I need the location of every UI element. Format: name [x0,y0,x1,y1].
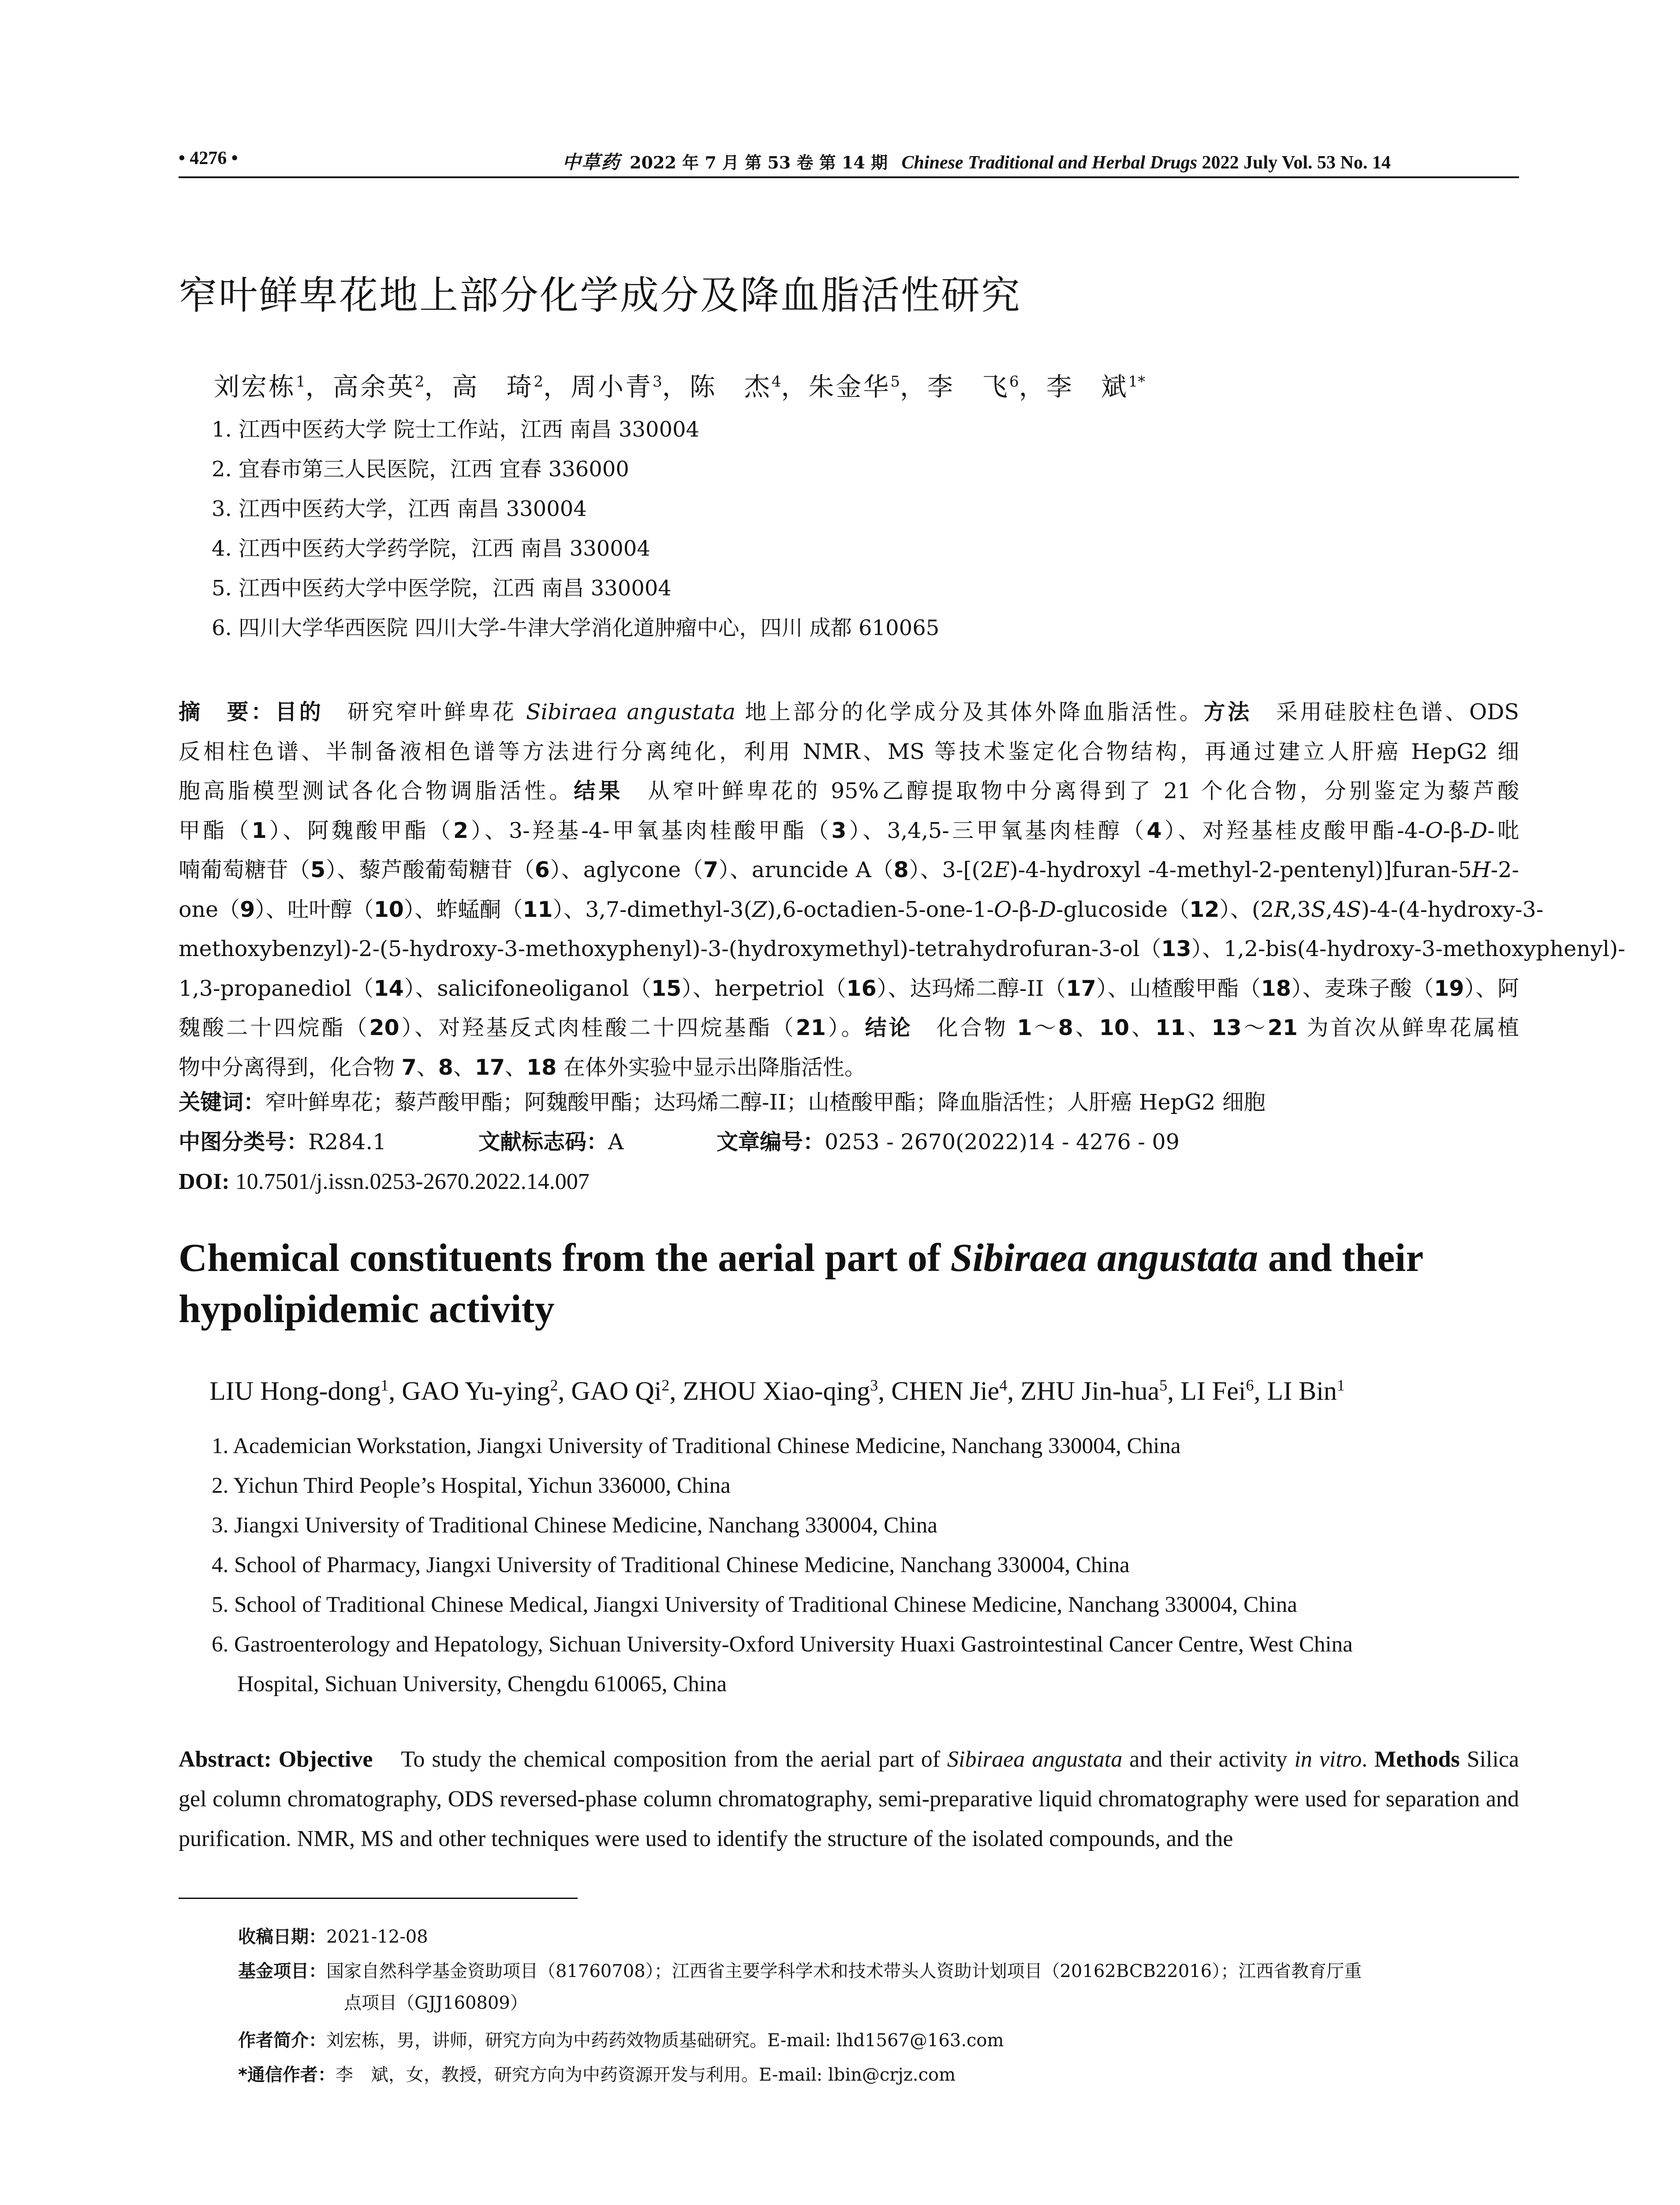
doc-code-value: A [608,1129,624,1155]
cn-author: 陈 杰$^4$ [689,372,781,402]
keywords-label: 关键词： [179,1090,265,1115]
doc-code-label: 文献标志码： [478,1129,609,1155]
received-label: 收稿日期： [238,1927,326,1947]
cn-abstract-line: 魏酸二十四烷酯（20）、对羟基反式肉桂酸二十四烷基酯（21）。结论 化合物 1～8、10、11、13～21 为首次从鲜卑花属植 [179,1015,1519,1040]
article-no-value: 0253 - 2670(2022)14 - 4276 - 09 [825,1129,1180,1155]
journal-name-cn: 中草药 [562,151,621,173]
bio-text: 刘宏栋，男，讲师，研究方向为中药药效物质基础研究。E-mail: lhd1567@163.com [326,2030,1004,2051]
received-date: 2021-12-08 [326,1927,428,1947]
footnote-author-bio [238,2026,1004,2052]
footnote-fund-continued: 点项目（GJJ160809） [344,1993,528,2013]
keywords-text: 窄叶鲜卑花；藜芦酸甲酯；阿魏酸甲酯；达玛烯二醇-II；山楂酸甲酯；降血脂活性；人肝癌 HepG2 细胞 [265,1090,1266,1115]
cn-abstract-line: 1,3-propanediol（14）、salicifoneoliganol（15）、herpetriol（16）、达玛烯二醇-II（17）、山楂酸甲酯（18）、麦珠子酸（19）、阿 [179,975,1519,1001]
author-affiliation-mark: 4 [771,373,781,391]
author-affiliation-mark: 3 [653,373,662,391]
en-affiliation: 5. School of Traditional Chinese Medical, Jiangxi University of Traditional Chinese Medicine, Nanchang 330004, China [212,1592,1297,1617]
cn-abstract-line: 甲酯（1）、阿魏酸甲酯（2）、3-羟基-4-甲氧基肉桂酸甲酯（3）、3,4,5-三甲氧基肉桂醇（4）、对羟基桂皮酸甲酯-4-O-β-D-吡 [179,818,1519,843]
cn-author: 李 斌$^{1*}$ [1046,372,1146,402]
cn-author: 周小青$^3$ [571,372,662,402]
cn-doc-code [478,1122,623,1162]
en-title: Chemical constituents from the aerial part of Sibiraea angustata and their hypolipidemic activity [179,1236,1423,1331]
cn-author: 李 飞$^6$ [927,372,1019,402]
cn-abstract-line: 摘 要：目的 研究窄叶鲜卑花 Sibiraea angustata 地上部分的化学成分及其体外降血脂活性。方法 采用硅胶柱色谱、ODS [179,699,1519,725]
clc-value: R284.1 [308,1129,387,1155]
cn-abstract-line: 胞高脂模型测试各化合物调脂活性。结果 从窄叶鲜卑花的 95%乙醇提取物中分离得到了 21 个化合物，分别鉴定为藜芦酸 [179,778,1519,804]
author-affiliation-mark: 6 [1009,373,1019,391]
cn-author: 高余英$^2$ [332,372,425,402]
doi-link[interactable]: 10.7501/j.issn.0253-2670.2022.14.007 [235,1169,590,1194]
cn-abstract-line: one（9）、吐叶醇（10）、蚱蜢酮（11）、3,7-dimethyl-3(Z),6-octadien-5-one-1-O-β-D-glucoside（12）、(2R,3S,4S)-4-(4-hydroxy-3- [179,897,1544,922]
cn-abstract-line: 物中分离得到，化合物 7、8、17、18 在体外实验中显示出降脂活性。 [179,1054,866,1080]
article-no-label: 文章编号： [717,1129,825,1155]
cn-author: 朱金华$^5$ [808,372,900,402]
en-affiliation-continued: Hospital, Sichuan University, Chengdu 610065, China [237,1672,727,1697]
corr-text: 李 斌，女，教授，研究方向为中药资源开发与利用。E-mail: lbin@crjz.com [335,2065,956,2085]
footnote-fund [238,1957,1362,1982]
cn-affiliation: 4. 江西中医药大学药学院，江西 南昌 330004 [212,536,650,561]
en-affiliation: 1. Academician Workstation, Jiangxi University of Traditional Chinese Medicine, Nanchang 330004, China [212,1434,1181,1458]
cn-abstract-line: 喃葡萄糖苷（5）、藜芦酸葡萄糖苷（6）、aglycone（7）、aruncide A（8）、3-[(2E)-4-hydroxyl -4-methyl-2-pentenyl)]furan-5H-2- [179,857,1519,882]
cn-authors: 刘宏栋$^1$，高余英$^2$，高 琦$^2$，周小青$^3$，陈 杰$^4$，朱金华$^5$，李 飞$^6$，李 斌$^{1*}$ [214,372,1146,402]
author-affiliation-mark: 2 [534,373,543,391]
cn-author: 刘宏栋$^1$ [214,372,306,402]
issue-cn: 2022 年 7 月 第 53 卷 第 14 期 [630,153,888,172]
cn-keywords [179,1083,1266,1122]
en-abstract: Abstract: Objective To study the chemical composition from the aerial part of Sibiraea angustata and their activity in vitro. Methods Silica gel column chromatography, ODS reversed-phase column chromatography, semi-preparative liquid chromatography were used for separation and purification. NMR, MS and other techniques were used to identify the structure of the isolated compounds, and the [179,1747,1519,1851]
issue-en: 2022 July Vol. 53 No. 14 [1202,153,1391,173]
running-header [179,148,1519,174]
cn-article-number [717,1122,1180,1162]
cn-title: 窄叶鲜卑花地上部分化学成分及降血脂活性研究 [179,273,1022,318]
cn-affiliation: 1. 江西中医药大学 院士工作站，江西 南昌 330004 [212,417,700,442]
corr-label: *通信作者： [238,2065,336,2085]
en-affiliation: 6. Gastroenterology and Hepatology, Sichuan University-Oxford University Huaxi Gastrointestinal Cancer Centre, West China [212,1632,1353,1657]
doi-line [179,1162,590,1202]
cn-affiliation: 3. 江西中医药大学，江西 南昌 330004 [212,497,587,521]
bio-label: 作者简介： [238,2030,326,2051]
footnote-corresponding [238,2061,956,2086]
cn-abstract-line: methoxybenzyl)-2-(5-hydroxy-3-methoxyphenyl)-3-(hydroxymethyl)-tetrahydrofuran-3-ol（13）、1,2-bis(4-hydroxy-3-methoxyphenyl)- [179,936,1625,961]
en-affiliation: 3. Jiangxi University of Traditional Chinese Medicine, Nanchang 330004, China [212,1513,937,1538]
footnote-received [238,1923,428,1948]
cn-affiliation: 6. 四川大学华西医院 四川大学-牛津大学消化道肿瘤中心，四川 成都 610065 [212,616,940,640]
en-authors: LIU Hong-dong$^1$, GAO Yu-ying$^2$, GAO Qi$^2$, ZHOU Xiao-qing$^3$, CHEN Jie$^4$, ZHU Jin-hua$^5$, LI Fei$^6$, LI Bin$^1$ [209,1376,1345,1405]
journal-name-en: Chinese Traditional and Herbal Drugs [901,153,1198,173]
cn-affiliation: 2. 宜春市第三人民医院，江西 宜春 336000 [212,457,629,482]
author-affiliation-mark: 1* [1128,373,1146,391]
cn-author: 高 琦$^2$ [452,372,543,402]
fund-label: 基金项目： [238,1961,326,1981]
author-affiliation-mark: 2 [414,373,425,391]
cn-classification-line [179,1122,386,1162]
footnote-rule [179,1898,578,1899]
header-rule [179,176,1519,178]
author-affiliation-mark: 5 [890,373,900,391]
page-number: • 4276 • [179,148,238,168]
cn-affiliation: 5. 江西中医药大学中医学院，江西 南昌 330004 [212,576,672,601]
cn-abstract-line: 反相柱色谱、半制备液相色谱等方法进行分离纯化，利用 NMR、MS 等技术鉴定化合物结构，再通过建立人肝癌 HepG2 细 [179,739,1519,764]
en-affiliation: 2. Yichun Third People’s Hospital, Yichun 336000, China [212,1473,731,1498]
author-affiliation-mark: 1 [296,373,306,391]
fund-text: 国家自然科学基金资助项目（81760708）；江西省主要学科学术和技术带头人资助计划项目（20162BCB22016）；江西省教育厅重 [326,1961,1362,1981]
journal-issue-line [562,148,1391,174]
en-affiliation: 4. School of Pharmacy, Jiangxi University of Traditional Chinese Medicine, Nanchang 330004, China [212,1553,1130,1577]
doi-label: DOI: [179,1169,230,1194]
clc-label: 中图分类号： [179,1129,309,1155]
cn-abstract [179,692,1625,1087]
